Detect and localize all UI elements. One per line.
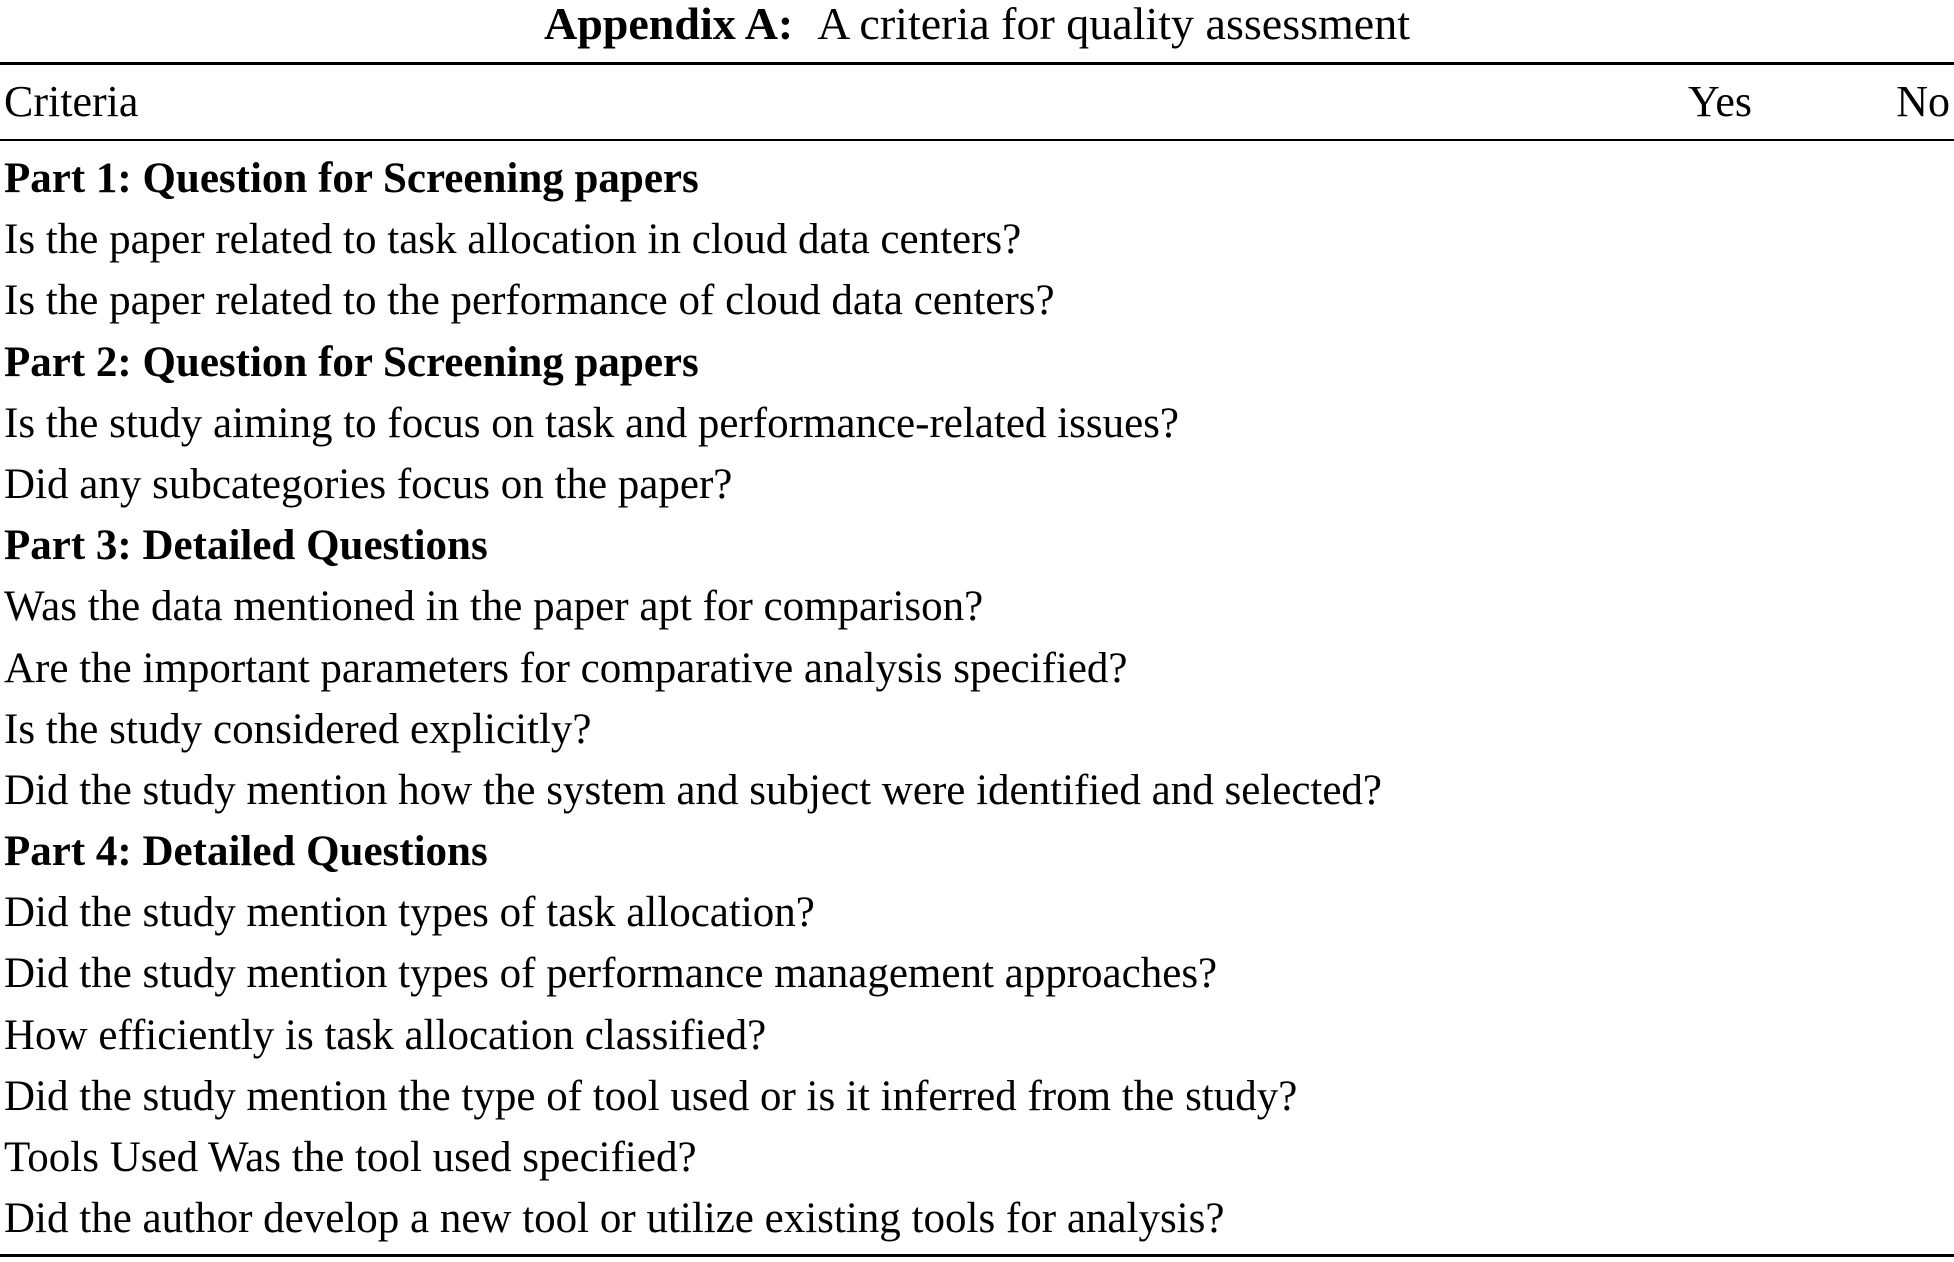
criteria-text: Did any subcategories focus on the paper?: [4, 460, 733, 508]
criteria-text: Was the data mentioned in the paper apt for comparison?: [4, 583, 984, 631]
table-header-row: [0, 70, 1954, 134]
criteria-text: How efficiently is task allocation classified?: [4, 1011, 767, 1059]
title-text: A criteria for quality assessment: [817, 0, 1410, 49]
section-heading-text: Part 1: Question for Screening papers: [4, 155, 699, 202]
criteria-row: [0, 760, 1954, 821]
section-heading-text: Part 4: Detailed Questions: [4, 828, 488, 876]
criteria-text: Did the study mention how the system and subject were identified and selected?: [4, 766, 1383, 814]
criteria-row: [0, 576, 1954, 637]
criteria-row: [0, 1188, 1954, 1249]
section-heading-row: [0, 148, 1954, 209]
criteria-row: [0, 454, 1954, 515]
criteria-text: Are the important parameters for comparative analysis specified?: [4, 644, 1128, 692]
bottom-rule: [0, 1254, 1954, 1257]
title-label: Appendix A:: [544, 0, 794, 49]
criteria-row: [0, 1005, 1954, 1066]
criteria-text: Did the study mention the type of tool used or is it inferred from the study?: [4, 1072, 1298, 1120]
top-rule: [0, 62, 1954, 65]
header-rule: [0, 139, 1954, 141]
criteria-row: [0, 699, 1954, 760]
criteria-text: Is the study aiming to focus on task and performance-related issues?: [4, 399, 1179, 447]
criteria-text: Is the study considered explicitly?: [4, 705, 592, 753]
criteria-row: [0, 1127, 1954, 1188]
table-title: [0, 0, 1954, 48]
section-heading-row: [0, 515, 1954, 576]
criteria-row: [0, 209, 1954, 270]
section-heading-text: Part 3: Detailed Questions: [4, 522, 488, 570]
criteria-row: [0, 270, 1954, 331]
table-body: [0, 148, 1954, 1249]
criteria-row: [0, 882, 1954, 943]
header-yes: Yes: [1688, 77, 1753, 126]
criteria-text: Did the study mention types of task allocation?: [4, 889, 815, 937]
section-heading-row: [0, 821, 1954, 882]
criteria-row: [0, 638, 1954, 699]
criteria-row: [0, 393, 1954, 454]
criteria-text: Is the paper related to task allocation in cloud data centers?: [4, 216, 1022, 264]
section-heading-text: Part 2: Question for Screening papers: [4, 338, 699, 386]
header-no: No: [1896, 77, 1950, 126]
criteria-row: [0, 943, 1954, 1004]
criteria-text: Did the study mention types of performance management approaches?: [4, 950, 1218, 998]
criteria-text: Did the author develop a new tool or utilize existing tools for analysis?: [4, 1195, 1225, 1243]
header-criteria: Criteria: [4, 77, 139, 126]
criteria-text: Tools Used Was the tool used specified?: [4, 1134, 697, 1181]
section-heading-row: [0, 332, 1954, 393]
criteria-text: Is the paper related to the performance of cloud data centers?: [4, 277, 1055, 325]
criteria-row: [0, 1066, 1954, 1127]
